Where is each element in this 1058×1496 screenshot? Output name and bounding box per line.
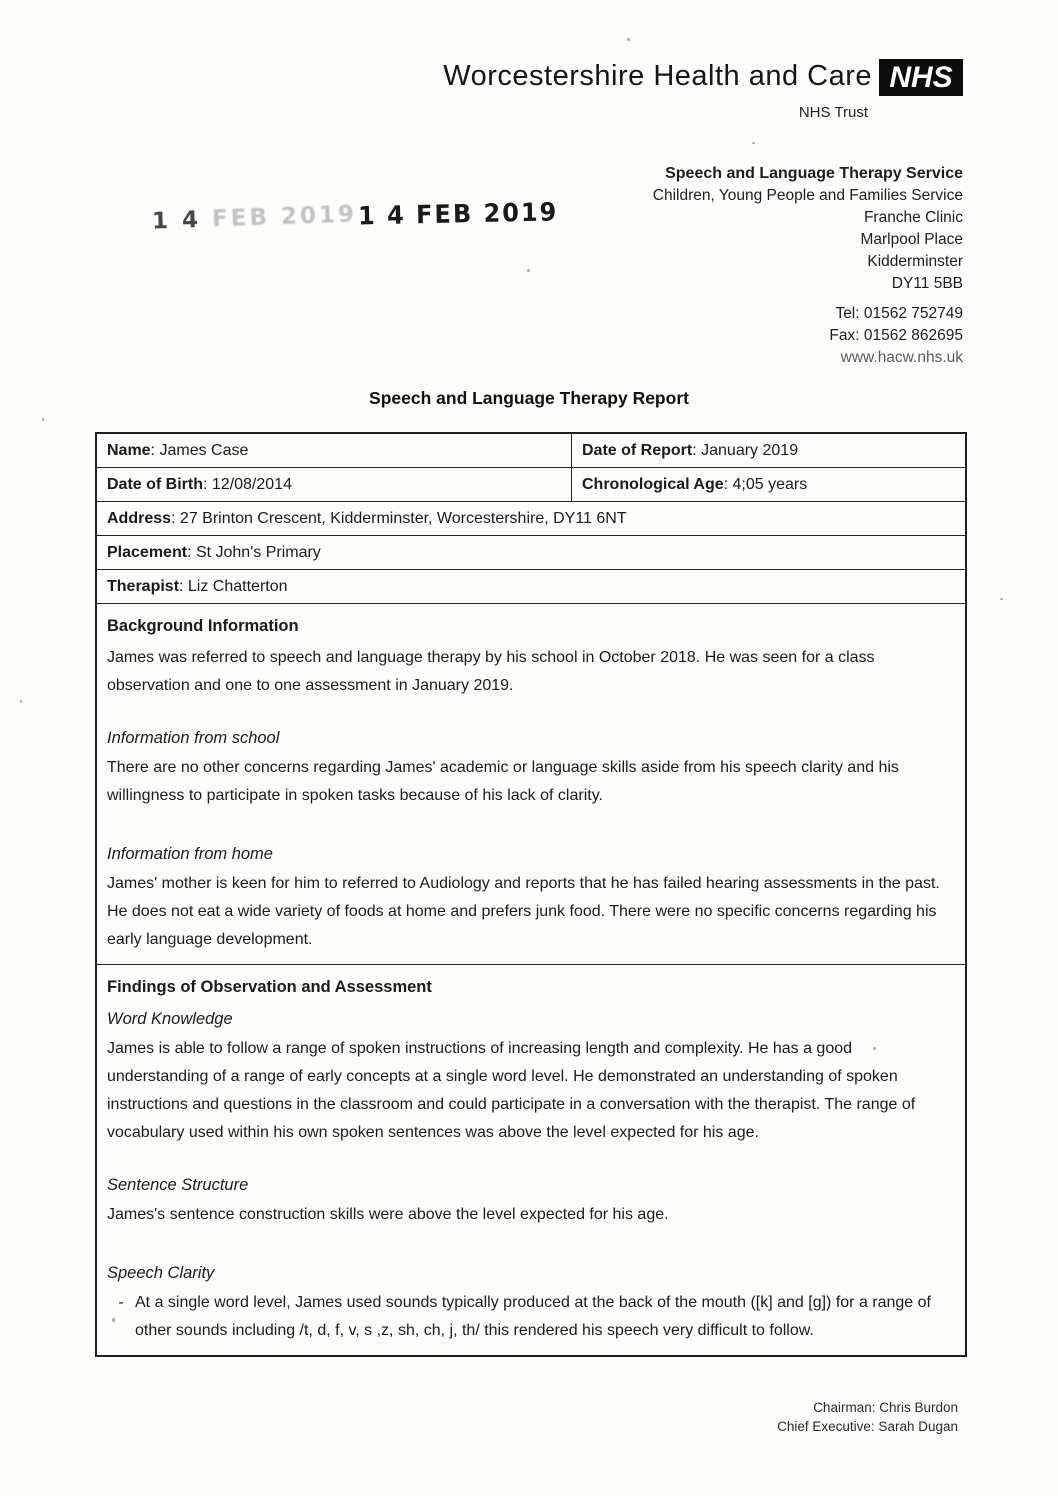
chronological-age-field bbox=[572, 468, 965, 501]
therapist-field bbox=[97, 570, 965, 603]
separator: : bbox=[723, 476, 733, 493]
sentence-structure-heading: Sentence Structure bbox=[107, 1176, 249, 1194]
placement-value: St John's Primary bbox=[195, 544, 321, 561]
separator: : bbox=[150, 442, 160, 459]
information-from-home-heading: Information from home bbox=[107, 845, 273, 863]
scan-speckle bbox=[873, 1047, 876, 1050]
chronological-age-label: Chronological Age bbox=[582, 476, 724, 493]
contact-block bbox=[829, 303, 963, 369]
chronological-age-value: 4;05 years bbox=[732, 476, 808, 493]
scan-speckle bbox=[627, 38, 630, 41]
scan-speckle bbox=[752, 142, 755, 144]
address-line: Franche Clinic bbox=[863, 209, 963, 226]
placement-label: Placement bbox=[107, 544, 188, 561]
received-date-stamp-faded bbox=[152, 201, 358, 234]
table-row bbox=[97, 468, 965, 502]
table-row bbox=[97, 536, 965, 570]
speech-clarity-heading: Speech Clarity bbox=[107, 1264, 215, 1282]
word-knowledge-heading: Word Knowledge bbox=[107, 1010, 233, 1028]
table-row bbox=[97, 502, 965, 536]
service-name: Speech and Language Therapy Service bbox=[665, 165, 963, 182]
date-of-birth-field bbox=[97, 468, 572, 501]
scan-speckle bbox=[112, 1318, 115, 1322]
separator: : bbox=[171, 510, 180, 527]
background-heading: Background Information bbox=[107, 617, 299, 635]
fax-number: Fax: 01562 862695 bbox=[829, 327, 963, 344]
findings-heading: Findings of Observation and Assessment bbox=[107, 978, 432, 996]
separator: : bbox=[692, 442, 702, 459]
scan-speckle bbox=[42, 418, 44, 421]
bullet-dash: - bbox=[118, 1294, 124, 1311]
separator: : bbox=[203, 476, 212, 493]
chairman-line: Chairman: Chris Burdon bbox=[813, 1400, 958, 1415]
scan-speckle bbox=[1000, 598, 1003, 600]
address-line: Marlpool Place bbox=[860, 231, 963, 248]
speech-clarity-bullet-item bbox=[107, 1289, 951, 1345]
address-label: Address bbox=[107, 510, 172, 527]
address-value: 27 Brinton Crescent, Kidderminster, Worcestershire, DY11 6NT bbox=[179, 510, 627, 527]
scan-speckle bbox=[527, 269, 530, 272]
scan-speckle bbox=[20, 700, 22, 703]
table-row bbox=[97, 434, 965, 468]
findings-section bbox=[97, 965, 965, 1355]
date-of-report-label: Date of Report bbox=[582, 442, 693, 459]
stamp-faded-month-year: FEB 2019 bbox=[211, 201, 358, 233]
placement-field bbox=[97, 536, 965, 569]
stamp-faded-day: 1 4 bbox=[151, 206, 202, 235]
service-address-block bbox=[653, 163, 963, 295]
nhs-logo: NHS bbox=[879, 59, 963, 96]
therapist-value: Liz Chatterton bbox=[187, 578, 288, 595]
date-of-report-value: January 2019 bbox=[701, 442, 799, 459]
date-of-birth-label: Date of Birth bbox=[107, 476, 203, 493]
name-value: James Case bbox=[159, 442, 249, 459]
chief-executive-line: Chief Executive: Sarah Dugan bbox=[777, 1419, 958, 1434]
sentence-structure-paragraph: James's sentence construction skills were above the level expected for his age. bbox=[107, 1206, 669, 1223]
word-knowledge-paragraph: James is able to follow a range of spoken instructions of increasing length and complexity. He has a good understanding of a range of early concepts at a single word level. He demonstrated an understanding of spoken instructions and questions in the classroom and could participate in a conversation with the therapist. The range of vocabulary used within his own spoken sentences was above the level expected for his age. bbox=[107, 1040, 916, 1141]
table-row bbox=[97, 604, 965, 965]
nhs-trust-label: NHS Trust bbox=[798, 104, 868, 121]
separator: : bbox=[179, 578, 188, 595]
address-line: Kidderminster bbox=[867, 253, 963, 270]
website-url: www.hacw.nhs.uk bbox=[840, 349, 963, 366]
background-paragraph: James was referred to speech and language therapy by his school in October 2018. He was seen for a class observation and one to one assessment in January 2019. bbox=[107, 649, 875, 694]
address-field bbox=[97, 502, 965, 535]
information-from-home-paragraph: James' mother is keen for him to referred to Audiology and reports that he has failed hearing assessments in the past. He does not eat a wide variety of foods at home and prefers junk food. There were no specific concerns regarding his early language development. bbox=[107, 875, 940, 948]
organisation-name: Worcestershire Health and Care bbox=[443, 60, 872, 92]
address-line: DY11 5BB bbox=[891, 275, 963, 292]
name-label: Name bbox=[107, 442, 151, 459]
address-line: Children, Young People and Families Service bbox=[652, 187, 963, 204]
speech-clarity-bullet-text: At a single word level, James used sounds typically produced at the back of the mouth ([k] and [g]) for a range of other sounds including /t, d, f, v, s ,z, sh, ch, j, th/ this rendered his speech very difficult to follow. bbox=[135, 1294, 931, 1339]
therapist-label: Therapist bbox=[107, 578, 180, 595]
information-from-school-heading: Information from school bbox=[107, 729, 280, 747]
background-section bbox=[97, 604, 965, 964]
table-row bbox=[97, 570, 965, 604]
table-row bbox=[97, 965, 965, 1355]
report-title: Speech and Language Therapy Report bbox=[369, 388, 689, 408]
received-date-stamp: 1 4 FEB 2019 bbox=[357, 197, 559, 231]
report-table bbox=[95, 432, 967, 1357]
telephone-number: Tel: 01562 752749 bbox=[835, 305, 963, 322]
separator: : bbox=[187, 544, 196, 561]
name-field bbox=[97, 434, 572, 467]
information-from-school-paragraph: There are no other concerns regarding James' academic or language skills aside from his speech clarity and his willingness to participate in spoken tasks because of his lack of clarity. bbox=[107, 759, 899, 804]
footer-block bbox=[777, 1398, 958, 1436]
date-of-birth-value: 12/08/2014 bbox=[211, 476, 292, 493]
date-of-report-field bbox=[572, 434, 965, 467]
